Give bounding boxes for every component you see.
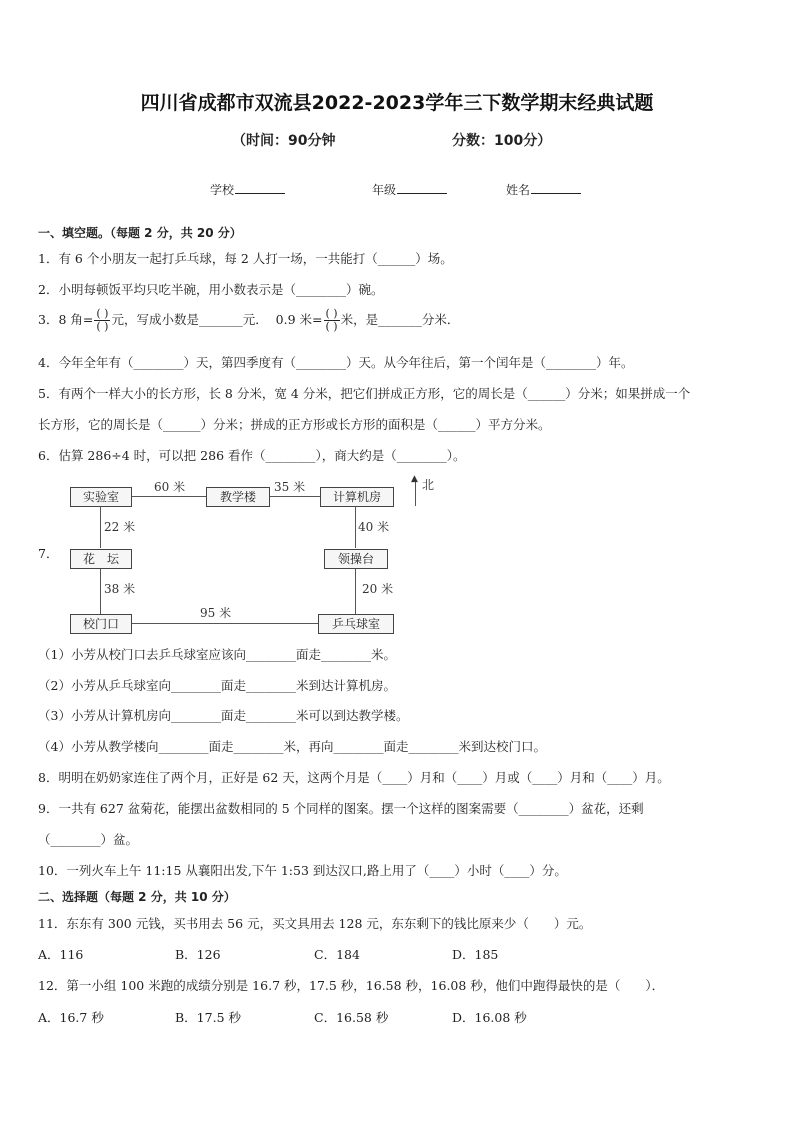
- question-5-line-2: 长方形，它的周长是（______）分米；拼成的正方形或长方形的面积是（______）平方分米。: [38, 417, 551, 432]
- q12-option-a[interactable]: A．16.7 秒: [38, 1010, 104, 1025]
- q11-option-b[interactable]: B．126: [175, 947, 221, 962]
- line-computer-podium: [355, 506, 356, 548]
- place-computer-room: 计算机房: [320, 487, 394, 507]
- line-lab-teaching: [130, 496, 206, 497]
- question-9-line-2: （________）盆。: [38, 832, 139, 847]
- place-pingpong-room: 乒乓球室: [318, 614, 394, 634]
- name-label: 姓名: [506, 183, 531, 197]
- question-8: 8．明明在奶奶家连住了两个月，正好是 62 天，这两个月是（____）月和（____）月或（____）月和（____）月。: [38, 770, 670, 785]
- question-4: 4．今年全年有（________）天，第四季度有（________）天。从今年往后，第一个闰年是（________）年。: [38, 355, 634, 370]
- question-7-number: 7．: [38, 546, 59, 561]
- line-lab-garden: [100, 506, 101, 548]
- question-1: 1．有 6 个小朋友一起打乒乓球，每 2 人打一场，一共能打（______）场。: [38, 251, 453, 266]
- grade-field[interactable]: [372, 181, 447, 198]
- question-5-line-1: 5．有两个一样大小的长方形，长 8 分米，宽 4 分米，把它们拼成正方形，它的周长是（______）分米；如果拼成一个: [38, 386, 691, 401]
- question-7-1: （1）小芳从校门口去乒乓球室应该向________面走________米。: [38, 647, 396, 662]
- question-7-3: （3）小芳从计算机房向________面走________米可以到达教学楼。: [38, 708, 409, 723]
- q11-option-a[interactable]: A．116: [38, 947, 84, 962]
- q12-option-c[interactable]: C．16.58 秒: [314, 1010, 389, 1025]
- question-12: 12．第一小组 100 米跑的成绩分别是 16.7 秒，17.5 秒，16.58 秒，16.08 秒，他们中跑得最快的是（ ）．: [38, 978, 665, 993]
- place-garden: 花 坛: [70, 549, 132, 569]
- line-gate-pingpong: [130, 623, 318, 624]
- question-7-2: （2）小芳从乒乓球室向________面走________米到达计算机房。: [38, 678, 396, 693]
- place-podium: 领操台: [324, 549, 388, 569]
- section-multiple-choice: 二、选择题（每题 2 分，共 10 分）: [38, 890, 236, 904]
- distance-teaching-computer: 35 米: [274, 480, 306, 494]
- exam-score: 分数：100分）: [452, 133, 552, 149]
- question-11: 11．东东有 300 元钱，买书用去 56 元，买文具用去 128 元，东东剩下的钱比原来少（ ）元。: [38, 916, 592, 931]
- name-field[interactable]: [506, 181, 581, 198]
- line-garden-gate: [100, 568, 101, 614]
- q11-option-c[interactable]: C．184: [314, 947, 360, 962]
- north-arrow-head: ▲: [411, 474, 418, 484]
- question-3: 3．8 角= $\frac{( )}{( )}$ 元，写成小数是_______元． 0.9 米= $\frac{( )}{( )}$ 米，是_______分米．: [38, 307, 460, 333]
- q11-option-d[interactable]: D．185: [452, 947, 499, 962]
- question-10: 10．一列火车上午 11:15 从襄阳出发,下午 1:53 到达汉口,路上用了（____）小时（____）分。: [38, 863, 567, 878]
- place-school-gate: 校门口: [70, 614, 132, 634]
- distance-lab-teaching: 60 米: [154, 480, 186, 494]
- north-label: 北: [422, 478, 435, 492]
- question-9-line-1: 9．一共有 627 盆菊花，能摆出盆数相同的 5 个同样的图案。摆一个这样的图案需要（________）盆花，还剩: [38, 801, 644, 816]
- section-fill-in: 一、填空题。（每题 2 分，共 20 分）: [38, 226, 242, 240]
- question-6: 6．估算 286÷4 时，可以把 286 看作（________），商大约是（________）。: [38, 448, 466, 463]
- school-field[interactable]: [210, 181, 285, 198]
- distance-computer-podium: 40 米: [358, 520, 390, 534]
- line-teaching-computer: [268, 496, 320, 497]
- distance-podium-pingpong: 20 米: [362, 582, 394, 596]
- fraction-2: $\frac{( )}{( )}$: [325, 307, 338, 333]
- page-title: 四川省成都市双流县2022-2023学年三下数学期末经典试题: [140, 92, 654, 114]
- place-lab: 实验室: [70, 487, 132, 507]
- distance-gate-pingpong: 95 米: [200, 606, 232, 620]
- q12-option-d[interactable]: D．16.08 秒: [452, 1010, 527, 1025]
- exam-time: （时间：90分钟: [232, 133, 336, 149]
- school-label: 学校: [210, 183, 235, 197]
- line-podium-pingpong: [355, 568, 356, 614]
- fraction-1: $\frac{( )}{( )}$: [96, 307, 109, 333]
- question-2: 2．小明每顿饭平均只吃半碗，用小数表示是（________）碗。: [38, 282, 384, 297]
- q12-option-b[interactable]: B．17.5 秒: [175, 1010, 241, 1025]
- distance-lab-garden: 22 米: [104, 520, 136, 534]
- grade-label: 年级: [372, 183, 397, 197]
- place-teaching-building: 教学楼: [206, 487, 270, 507]
- question-7-4: （4）小芳从教学楼向________面走________米，再向________面走________米到达校门口。: [38, 739, 546, 754]
- distance-garden-gate: 38 米: [104, 582, 136, 596]
- campus-map-diagram: [60, 474, 435, 636]
